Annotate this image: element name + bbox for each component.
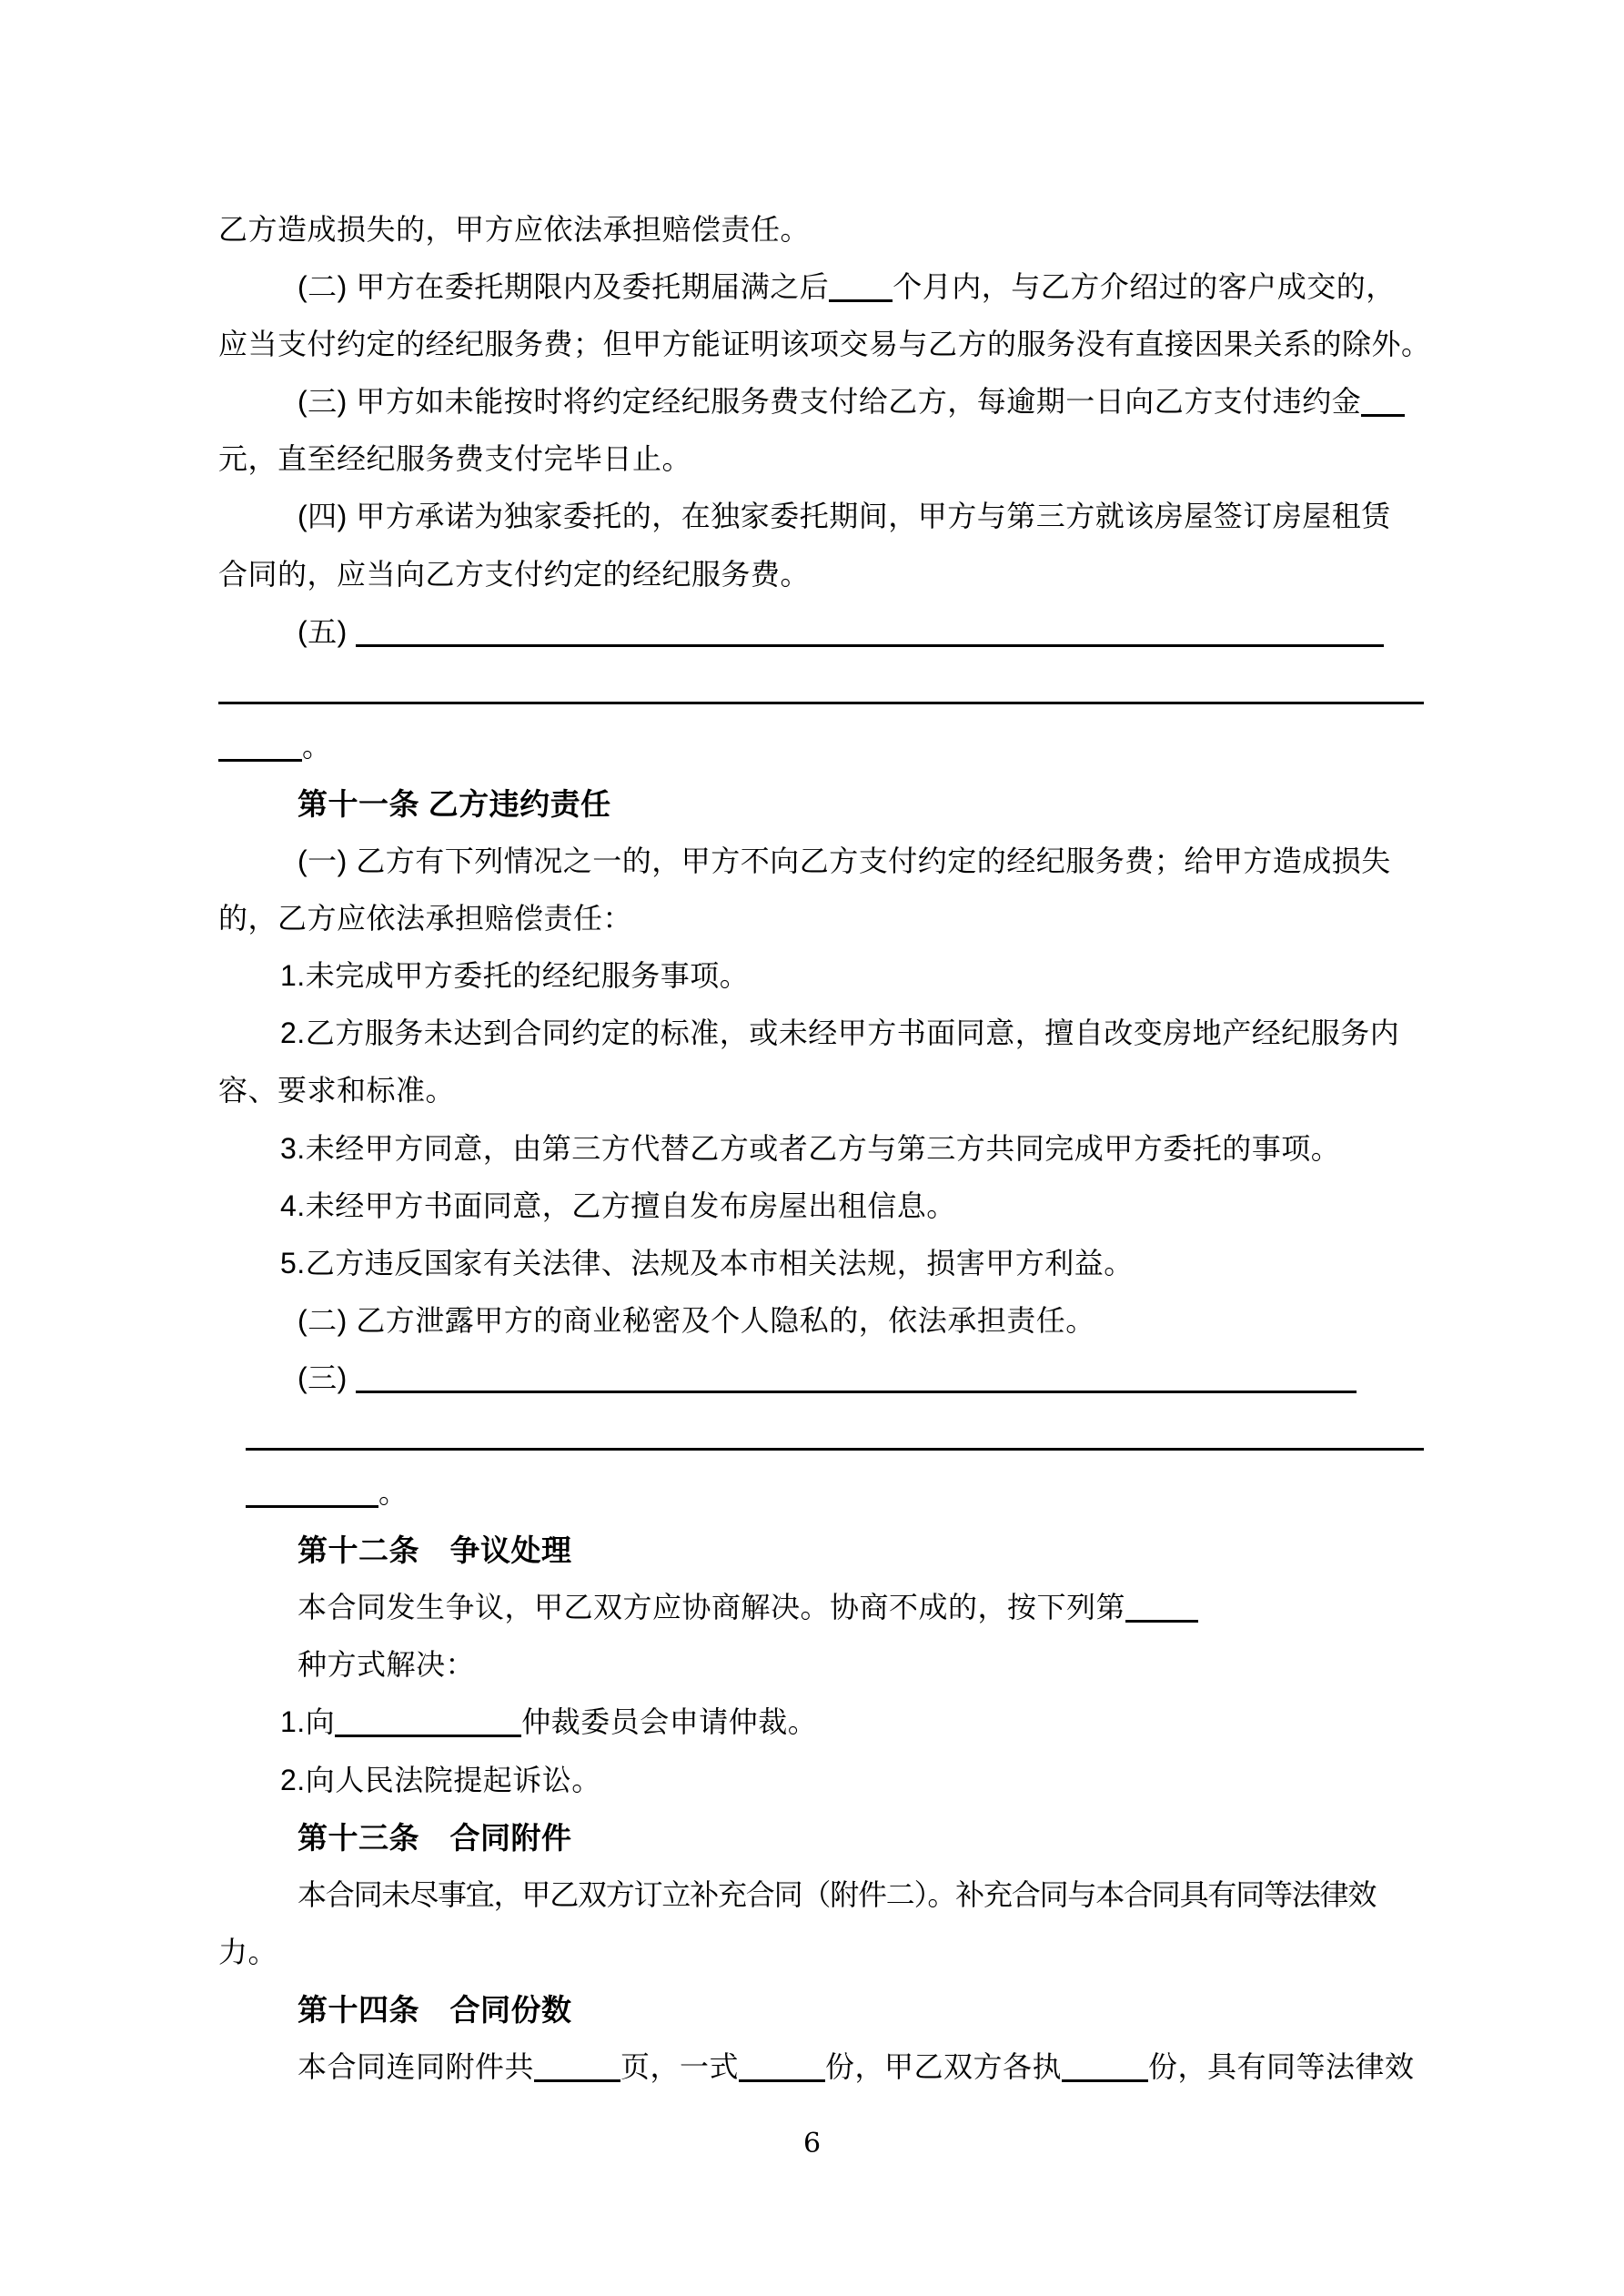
clause-11-2 [218, 1292, 1456, 1350]
blank-underline [218, 674, 1424, 704]
clause-10-5 [218, 603, 1456, 661]
text-segment: 。 [378, 1476, 409, 1510]
text-segment: (三) 甲方如未能按时将约定经纪服务费支付给乙方，每逾期一日向乙方支付违约金 [298, 385, 1362, 419]
text-segment: 元，直至经纪服务费支付完毕日止。 [218, 442, 692, 476]
clause-10-1-cont [218, 201, 1456, 258]
text-segment: 2.乙方服务未达到合同约定的标准，或未经甲方书面同意，擅自改变房地产经纪服务内 [280, 1017, 1400, 1050]
blank-underline [1125, 1593, 1198, 1623]
item-11-1 [218, 947, 1456, 1005]
clause-10-2-cont [218, 316, 1456, 373]
item-12-court [218, 1752, 1456, 1809]
text-segment: 种方式解决： [298, 1648, 476, 1682]
text-segment: (二) 甲方在委托期限内及委托期届满之后 [298, 270, 830, 304]
clause-11-1 [218, 833, 1456, 890]
clause-12-1-cont [218, 1636, 1456, 1694]
text-segment: 合同的，应当向乙方支付约定的经纪服务费。 [218, 557, 811, 591]
blank-tail-line-2 [218, 1464, 1456, 1522]
blank-underline [246, 1421, 1424, 1451]
text-segment: 页，一式 [620, 2050, 740, 2083]
heading-article-11 [218, 775, 1456, 833]
text-segment: 第十二条 争议处理 [298, 1533, 572, 1568]
item-11-4 [218, 1178, 1456, 1235]
clause-10-4 [218, 488, 1456, 545]
heading-article-12 [218, 1522, 1456, 1579]
text-segment: 第十四条 合同份数 [298, 1992, 572, 2027]
blank-underline [1361, 387, 1405, 417]
clause-11-3 [218, 1350, 1456, 1407]
clause-13-1 [218, 1866, 1456, 1924]
text-segment: 份，甲乙双方各执 [825, 2050, 1063, 2083]
text-segment: 的，乙方应依法承担赔偿责任： [218, 902, 633, 936]
text-segment: 1.向 [280, 1705, 336, 1739]
blank-underline [1062, 2052, 1148, 2082]
clause-10-3-cont [218, 430, 1456, 488]
text-segment: 力。 [218, 1935, 278, 1968]
heading-article-13 [218, 1809, 1456, 1866]
text-segment: 第十三条 合同附件 [298, 1820, 572, 1855]
text-segment: 3.未经甲方同意，由第三方代替乙方或者乙方与第三方共同完成甲方委托的事项。 [280, 1131, 1341, 1165]
text-segment: 第十一条 乙方违约责任 [298, 786, 611, 821]
text-segment: (一) 乙方有下列情况之一的，甲方不向乙方支付约定的经纪服务费；给甲方造成损失 [298, 845, 1391, 878]
text-segment: 应当支付约定的经纪服务费；但甲方能证明该项交易与乙方的服务没有直接因果关系的除外。 [218, 328, 1431, 361]
text-segment: 1.未完成甲方委托的经纪服务事项。 [280, 959, 750, 993]
blank-underline [246, 1478, 378, 1508]
text-segment: 个月内，与乙方介绍过的客户成交的， [893, 270, 1396, 304]
clause-13-1-cont [218, 1924, 1456, 1981]
blank-underline [739, 2052, 825, 2082]
blank-fill-line-1 [218, 661, 1456, 718]
blank-underline [534, 2052, 620, 2082]
text-segment: (五) [298, 614, 357, 648]
text-segment: (二) 乙方泄露甲方的商业秘密及个人隐私的，依法承担责任。 [298, 1303, 1095, 1337]
blank-underline [356, 617, 1384, 647]
clause-12-1 [218, 1579, 1456, 1636]
contract-body [218, 201, 1456, 2096]
blank-underline [829, 272, 893, 302]
blank-underline [335, 1707, 521, 1737]
text-segment: (三) [298, 1360, 357, 1394]
blank-underline [356, 1363, 1357, 1393]
text-segment: 本合同未尽事宜，甲乙双方订立补充合同（附件二）。补充合同与本合同具有同等法律效 [298, 1877, 1377, 1911]
text-segment: 4.未经甲方书面同意，乙方擅自发布房屋出租信息。 [280, 1188, 956, 1222]
blank-tail-line-1 [218, 718, 1456, 775]
text-segment: 乙方造成损失的，甲方应依法承担赔偿责任。 [218, 213, 811, 246]
text-segment: 本合同发生争议，甲乙双方应协商解决。协商不成的，按下列第 [298, 1591, 1126, 1624]
text-segment: 本合同连同附件共 [298, 2050, 535, 2083]
blank-underline [218, 732, 302, 762]
clause-14-1 [218, 2038, 1456, 2096]
clause-11-1-cont [218, 890, 1456, 947]
text-segment: 2.向人民法院提起诉讼。 [280, 1763, 601, 1796]
blank-fill-line-2 [218, 1407, 1456, 1464]
item-11-5 [218, 1235, 1456, 1292]
text-segment: (四) 甲方承诺为独家委托的，在独家委托期间，甲方与第三方就该房屋签订房屋租赁 [298, 500, 1391, 533]
text-segment: 5.乙方违反国家有关法律、法规及本市相关法规，损害甲方利益。 [280, 1246, 1134, 1279]
heading-article-14 [218, 1981, 1456, 2038]
text-segment: 仲裁委员会申请仲裁。 [521, 1705, 818, 1739]
page-number: 6 [802, 2128, 822, 2159]
clause-10-3 [218, 373, 1456, 430]
text-segment: 。 [302, 729, 332, 763]
text-segment: 份，具有同等法律效 [1148, 2050, 1415, 2083]
item-12-arbitration [218, 1694, 1456, 1751]
item-11-2-cont [218, 1062, 1456, 1119]
item-11-3 [218, 1120, 1456, 1178]
clause-10-2 [218, 258, 1456, 316]
text-segment: 容、要求和标准。 [218, 1074, 456, 1108]
clause-10-4-cont [218, 546, 1456, 603]
item-11-2 [218, 1005, 1456, 1062]
